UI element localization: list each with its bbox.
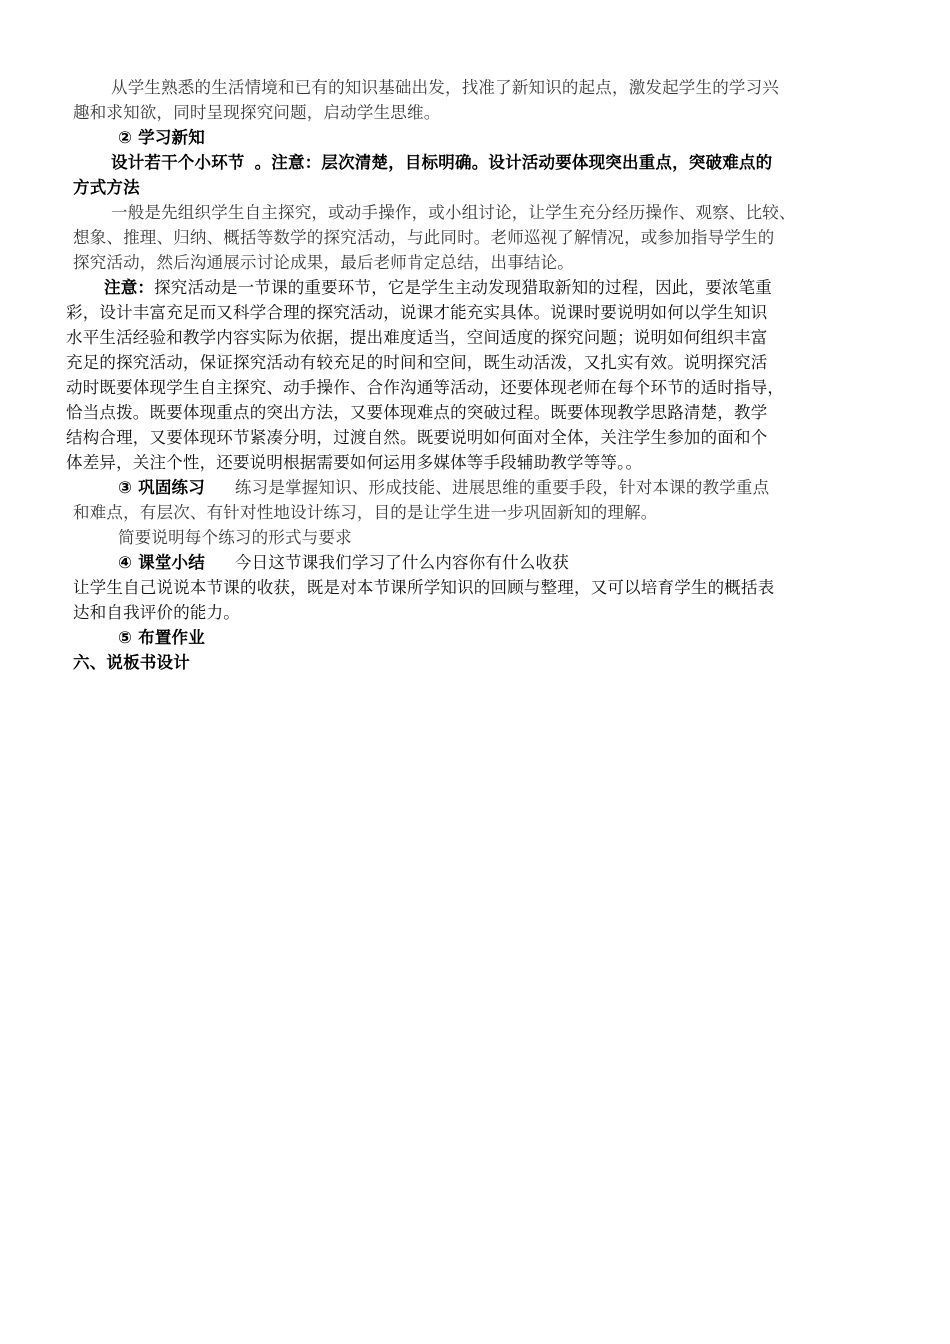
notice-paragraph-line: 充足的探究活动，保证探究活动有较充足的时间和空间，既生动活泼，又扎实有效。说明探究活	[66, 353, 768, 372]
step3-heading: ③ 巩固练习	[118, 478, 205, 497]
step4-paragraph-line: 让学生自己说说本节课的收获，既是对本节课所学知识的回顾与整理，又可以培育学生的概括表	[73, 578, 775, 597]
design-note-line: 方式方法	[73, 178, 140, 197]
notice-paragraph-line: 水平生活经验和教学内容实际为依据，提出难度适当，空间适度的探究问题；说明如何组织丰富	[66, 328, 768, 347]
notice-paragraph-line: 彩，设计丰富充足而又科学合理的探究活动，说课才能充实具体。说课时要说明如何以学生知识	[66, 303, 768, 322]
notice-text: 探究活动是一节课的重要环节，它是学生主动发现猎取新知的过程，因此，要浓笔重	[154, 278, 773, 297]
notice-label: 注意：	[104, 278, 155, 297]
intro-paragraph-line: 从学生熟悉的生活情境和已有的知识基础出发，找准了新知识的起点，激发起学生的学习兴	[111, 78, 779, 97]
step4-line	[118, 550, 569, 575]
step5-heading: ⑤ 布置作业	[118, 628, 205, 647]
step3-text: 练习是掌握知识、形成技能、进展思维的重要手段，针对本课的教学重点	[234, 478, 770, 497]
step3-paragraph-line: 简要说明每个练习的形式与要求	[118, 528, 352, 547]
step4-paragraph-line: 达和自我评价的能力。	[73, 603, 240, 622]
notice-paragraph-line: 结构合理，又要体现环节紧凑分明，过渡自然。既要说明如何面对全体，关注学生参加的面和个	[66, 428, 768, 447]
intro-paragraph-line: 趣和求知欲，同时呈现探究问题，启动学生思维。	[73, 103, 441, 122]
step2-heading: ② 学习新知	[118, 128, 205, 147]
notice-paragraph-line	[104, 275, 772, 300]
notice-paragraph-line: 动时既要体现学生自主探究、动手操作、合作沟通等活动，还要体现老师在每个环节的适时指导，	[66, 378, 785, 397]
notice-paragraph-line: 体差异，关注个性，还要说明根据需要如何运用多媒体等手段辅助教学等等。。	[66, 453, 643, 472]
design-note-line	[111, 150, 772, 175]
notice-paragraph-line: 恰当点拨。既要体现重点的突出方法，又要体现难点的突破过程。既要体现教学思路清楚，教学	[66, 403, 768, 422]
exploration-paragraph-line: 想象、推理、归纳、概括等数学的探究活动，与此同时。老师巡视了解情况，或参加指导学生的	[73, 228, 775, 247]
section6-heading: 六、说板书设计	[73, 653, 190, 672]
design-note-part-b: 。注意：层次清楚，目标明确。设计活动要体现突出重点，突破难点的	[254, 153, 773, 172]
step3-line	[118, 475, 769, 500]
design-note-part-a: 设计若干个小环节	[111, 153, 245, 172]
exploration-paragraph-line: 一般是先组织学生自主探究，或动手操作，或小组讨论，让学生充分经历操作、观察、比较、	[111, 203, 796, 222]
step3-paragraph-line: 和难点，有层次、有针对性地设计练习，目的是让学生进一步巩固新知的理解。	[73, 503, 658, 522]
exploration-paragraph-line: 探究活动，然后沟通展示讨论成果，最后老师肯定总结，出事结论。	[73, 253, 574, 272]
step4-text: 今日这节课我们学习了什么内容你有什么收获	[234, 553, 569, 572]
step4-heading: ④ 课堂小结	[118, 553, 205, 572]
